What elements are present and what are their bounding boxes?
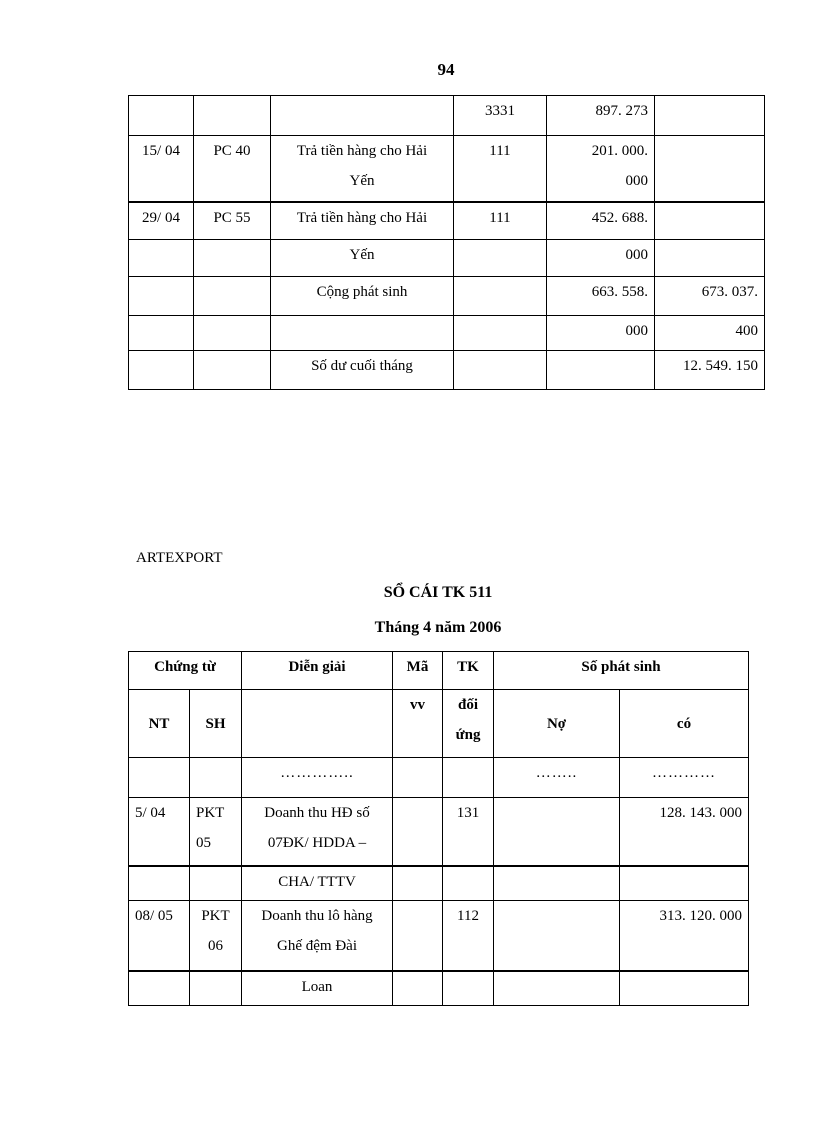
desc-cell: Yến (271, 240, 454, 277)
header-chung-tu: Chứng từ (129, 652, 242, 690)
credit-cell: 313. 120. 000 (620, 901, 749, 971)
table-row (129, 901, 749, 971)
credit-cell: 400 (655, 316, 765, 351)
table-row (129, 240, 765, 277)
credit-cell: 12. 549. 150 (655, 351, 765, 390)
date-cell: 08/ 05 (129, 901, 190, 971)
table-row (129, 758, 749, 798)
ledger-title: SỔ CÁI TK 511 (383, 584, 493, 601)
debit-cell: 897. 273 (547, 96, 655, 136)
header-ma: Mã (393, 652, 443, 690)
table-row (129, 316, 765, 351)
date-cell: 5/ 04 (129, 798, 190, 866)
desc-cell: Trả tiền hàng cho Hải Yến (271, 136, 454, 202)
date-cell: 15/ 04 (129, 136, 194, 202)
dots-cell: ………… (620, 758, 749, 798)
credit-cell: 128. 143. 000 (620, 798, 749, 866)
ledger-subtitle: Tháng 4 năm 2006 (374, 619, 502, 636)
dots-cell: …….. (494, 758, 620, 798)
ledger-table-continued (128, 95, 765, 390)
header-doi-ung: đối ứng (443, 690, 494, 758)
desc-cell: Doanh thu HĐ số 07ĐK/ HDDA – (242, 798, 393, 866)
header-tk: TK (443, 652, 494, 690)
debit-cell: 201. 000. 000 (547, 136, 655, 202)
debit-cell: 663. 558. (547, 277, 655, 316)
doc-cell: PC 55 (194, 202, 271, 240)
desc-cell: Cộng phát sinh (271, 277, 454, 316)
header-so-phat-sinh: Số phát sinh (494, 652, 749, 690)
tk-cell: 3331 (454, 96, 547, 136)
header-co: có (620, 690, 749, 758)
page-number: 94 (437, 60, 455, 79)
desc-cell: Doanh thu lô hàng Ghế đệm Đài (242, 901, 393, 971)
table-row (129, 96, 765, 136)
table-row (129, 971, 749, 1006)
doc-cell: PC 40 (194, 136, 271, 202)
header-vv: vv (393, 690, 443, 758)
debit-cell: 452. 688. (547, 202, 655, 240)
debit-cell: 000 (547, 316, 655, 351)
tk-cell: 112 (443, 901, 494, 971)
header-nt: NT (129, 690, 190, 758)
desc-cell: Loan (242, 971, 393, 1006)
doc-cell: PKT 05 (190, 798, 242, 866)
company-name: ARTEXPORT (136, 550, 223, 566)
table-row (129, 136, 765, 202)
tk-cell: 131 (443, 798, 494, 866)
desc-cell: CHA/ TTTV (242, 866, 393, 901)
header-no: Nợ (494, 690, 620, 758)
table-row (129, 277, 765, 316)
header-sh: SH (190, 690, 242, 758)
desc-cell: Số dư cuối tháng (271, 351, 454, 390)
header-row (129, 690, 749, 758)
desc-cell: Trả tiền hàng cho Hải (271, 202, 454, 240)
doc-cell: PKT 06 (190, 901, 242, 971)
ledger-table-511 (128, 651, 749, 1006)
dots-cell: ………….. (242, 758, 393, 798)
header-dien-giai: Diễn giải (242, 652, 393, 690)
table-row (129, 351, 765, 390)
table-row (129, 866, 749, 901)
tk-cell: 111 (454, 136, 547, 202)
header-row (129, 652, 749, 690)
table-row (129, 798, 749, 866)
table-row (129, 202, 765, 240)
tk-cell: 111 (454, 202, 547, 240)
credit-cell: 673. 037. (655, 277, 765, 316)
date-cell: 29/ 04 (129, 202, 194, 240)
debit-cell: 000 (547, 240, 655, 277)
